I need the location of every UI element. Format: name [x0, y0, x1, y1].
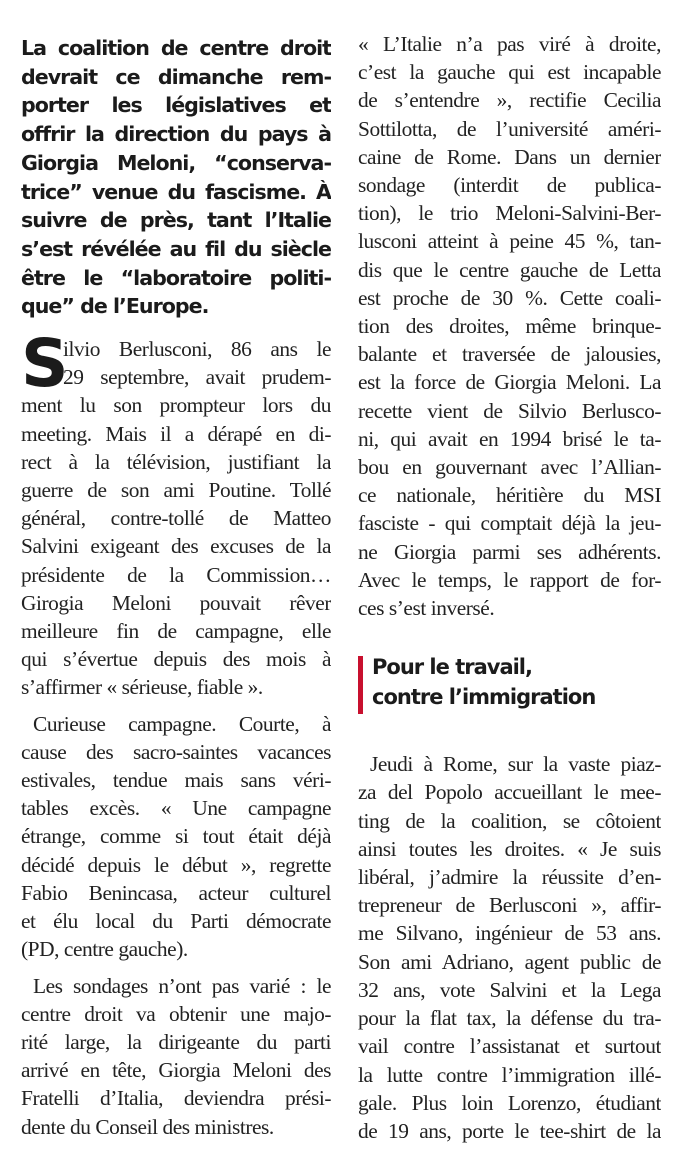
body-line: ment lu son prompteur lors du: [21, 393, 331, 418]
lead-line: être le “laboratoire politi-: [21, 265, 331, 290]
body-line: Salvini exigeant des excuses de la: [21, 534, 331, 559]
body-line: pour la flat tax, la défense du tra-: [358, 1006, 661, 1031]
body-line: ainsi toutes les droites. « Je suis: [358, 836, 661, 861]
body-line: trepreneur de Berlusconi », affir-: [358, 893, 661, 918]
lead-line: devrait ce dimanche rem-: [21, 64, 331, 89]
body-line: meeting. Mais il a dérapé en di-: [21, 421, 331, 446]
body-line: Avec le temps, le rapport de for-: [358, 567, 661, 592]
body-line: centre droit va obtenir une majo-: [21, 1001, 331, 1026]
body-line: 29 septembre, avait prudem-: [63, 365, 331, 390]
body-line: Curieuse campagne. Courte, à: [33, 711, 331, 736]
body-line: c’est la gauche qui est incapable: [358, 60, 661, 85]
body-line: la lutte contre l’immigration illé-: [358, 1062, 661, 1087]
lead-line: offrir la direction du pays à: [21, 122, 331, 147]
body-line: est proche de 30 %. Cette coali-: [358, 285, 661, 310]
body-line: ilvio Berlusconi, 86 ans le: [63, 337, 331, 362]
lead-line: trice” venue du fascisme. À: [21, 179, 331, 204]
body-line: balante et traversée de jalousies,: [358, 342, 661, 367]
body-line: étrange, comme si tout était déjà: [21, 824, 331, 849]
body-line: ce nationale, héritière du MSI: [358, 483, 661, 508]
article-lead: [21, 34, 331, 321]
body-line: sondage (interdit de publica-: [358, 173, 661, 198]
body-line: lusconi atteint à peine 45 %, tan-: [358, 229, 661, 254]
lead-line: La coalition de centre droit: [21, 36, 331, 60]
body-line: za del Popolo accueillant le mee-: [358, 780, 661, 805]
body-line: tables excès. « Une campagne: [21, 796, 331, 821]
body-paragraph: [21, 325, 331, 702]
body-line: meilleure fin de campagne, elle: [21, 619, 331, 644]
body-line: tion des droites, même brinque-: [358, 314, 661, 339]
body-line: rité large, la dirigeante du parti: [21, 1029, 331, 1054]
body-line: me Silvano, ingénieur de 53 ans.: [358, 921, 661, 946]
body-line: ting de la coalition, se côtoient: [358, 808, 661, 833]
lead-line: que” de l’Europe.: [21, 294, 209, 319]
body-line: (PD, centre gauche).: [21, 937, 188, 962]
body-line: Sottilotta, de l’université améri-: [358, 116, 661, 141]
body-line: de s’entendre », rectifie Cecilia: [358, 88, 661, 113]
body-line: Son ami Adriano, agent public de: [358, 949, 661, 974]
body-line: Girogia Meloni pouvait rêver: [21, 590, 331, 615]
lead-line: s’est révélée au fil du siècle: [21, 236, 331, 261]
body-line: estivales, tendue mais sans véri-: [21, 768, 331, 793]
body-line: « L’Italie n’a pas viré à droite,: [358, 32, 661, 56]
drop-cap: S: [21, 325, 69, 403]
body-line: gale. Plus loin Lorenzo, étudiant: [358, 1090, 661, 1115]
body-line: rect à la télévision, justifiant la: [21, 449, 331, 474]
body-paragraph: [21, 972, 331, 1141]
section-subheading: [358, 652, 661, 712]
body-line: Fratelli d’Italia, deviendra prési-: [21, 1086, 331, 1111]
body-paragraph: [21, 710, 331, 964]
body-line: présidente de la Commission…: [21, 562, 331, 587]
body-line: Jeudi à Rome, sur la vaste piaz-: [370, 752, 661, 777]
body-line: dente du Conseil des ministres.: [21, 1114, 274, 1139]
body-line: ne Giorgia parmi ses adhérents.: [358, 539, 661, 564]
body-line: dis que le centre gauche de Letta: [358, 257, 661, 282]
body-line: libéral, j’admire la réussite d’en-: [358, 865, 661, 890]
left-column: [21, 0, 331, 1149]
body-line: tion), le trio Meloni-Salvini-Ber-: [358, 201, 661, 226]
body-line: vail contre l’assistanat et surtout: [358, 1034, 661, 1059]
body-paragraph: [358, 750, 661, 1145]
body-line: Les sondages n’ont pas varié : le: [33, 973, 331, 998]
lead-line: Giorgia Meloni, “conserva-: [21, 150, 331, 175]
body-paragraph: [358, 30, 661, 622]
body-line: bou en gouvernant avec l’Allian-: [358, 455, 661, 480]
right-column: [358, 0, 661, 1145]
body-line: fasciste - qui comptait déjà la jeu-: [358, 511, 661, 536]
body-line: général, contre-tollé de Matteo: [21, 506, 331, 531]
body-line: ces s’est inversé.: [358, 596, 495, 621]
body-line: s’affirmer « sérieuse, fiable ».: [21, 675, 263, 700]
body-line: et élu local du Parti démocrate: [21, 909, 331, 934]
body-line: de 19 ans, porte le tee-shirt de la: [358, 1118, 661, 1143]
body-line: ni, qui avait en 1994 brisé le ta-: [358, 426, 661, 451]
body-line: arrivé en tête, Giorgia Meloni des: [21, 1058, 331, 1083]
red-accent-bar: [358, 656, 363, 714]
lead-line: porter les législatives et: [21, 93, 331, 118]
body-line: recette vient de Silvio Berlusco-: [358, 398, 661, 423]
body-line: qui s’évertue depuis des mois à: [21, 647, 331, 672]
body-line: guerre de son ami Poutine. Tollé: [21, 478, 331, 503]
lead-line: suivre de près, tant l’Italie: [21, 208, 331, 233]
body-line: 32 ans, vote Salvini et la Lega: [358, 977, 661, 1002]
body-line: décidé depuis le début », regrette: [21, 852, 331, 877]
body-line: Fabio Benincasa, acteur culturel: [21, 880, 331, 905]
body-line: cause des sacro-saintes vacances: [21, 739, 331, 764]
subheading-line: Pour le travail,: [372, 655, 532, 680]
body-line: est la force de Giorgia Meloni. La: [358, 370, 661, 395]
body-line: caine de Rome. Dans un dernier: [358, 144, 661, 169]
subheading-line: contre l’immigration: [372, 685, 596, 710]
